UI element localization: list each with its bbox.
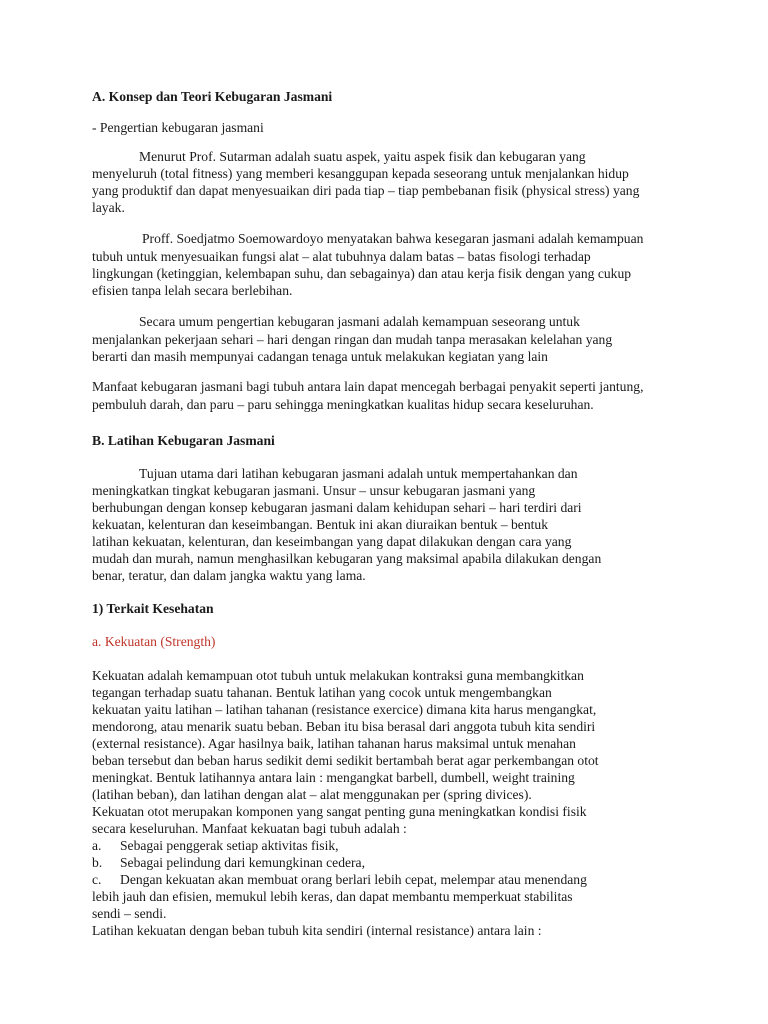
paragraph-line: meningkatkan tingkat kebugaran jasmani. Unsur – unsur kebugaran jasmani yang [92, 483, 536, 498]
paragraph-line: lingkungan (ketinggian, kelembapan suhu, dan sebagainya) dan atau kerja fisik dengan yang cukup [92, 266, 632, 281]
paragraph-line: Secara umum pengertian kebugaran jasmani adalah kemampuan seseorang untuk [139, 314, 580, 329]
paragraph-line: secara keseluruhan. Manfaat kekuatan bagi tubuh adalah : [92, 821, 407, 836]
health-heading: 1) Terkait Kesehatan [92, 601, 214, 616]
paragraph-line: Kekuatan adalah kemampuan otot tubuh untuk melakukan kontraksi guna membangkitkan [92, 668, 584, 683]
paragraph-line: mendorong, atau menarik suatu beban. Beban itu bisa berasal dari anggota tubuh kita sendiri [92, 719, 596, 734]
list-marker: a. [92, 838, 102, 853]
paragraph-line: mudah dan murah, namun menghasilkan kebugaran yang maksimal apabila dilakukan dengan [92, 551, 602, 566]
paragraph-line: pembuluh darah, dan paru – paru sehingga meningkatkan kualitas hidup secara keseluruhan. [92, 397, 594, 412]
paragraph-line: layak. [92, 200, 125, 215]
paragraph-line: yang produktif dan dapat menyesuaikan diri pada tiap – tiap pembebanan fisik (physical stress) yang [92, 183, 640, 198]
paragraph-line: berarti dan masih mempunyai cadangan tenaga untuk melakukan kegiatan yang lain [92, 349, 548, 364]
strength-heading: a. Kekuatan (Strength) [92, 634, 216, 649]
paragraph-line: beban tersebut dan beban harus sedikit demi sedikit bertambah berat agar perkembangan otot [92, 753, 599, 768]
paragraph-line: sendi – sendi. [92, 906, 167, 921]
paragraph-line: meningkat. Bentuk latihannya antara lain : mengangkat barbell, dumbell, weight training [92, 770, 575, 785]
paragraph-line: lebih jauh dan efisien, memukul lebih keras, dan dapat membantu memperkuat stabilitas [92, 889, 573, 904]
paragraph-line: kekuatan, kelenturan dan keseimbangan. Bentuk ini akan diuraikan bentuk – bentuk [92, 517, 549, 532]
section-b-heading: B. Latihan Kebugaran Jasmani [92, 433, 275, 448]
paragraph-line: efisien tanpa lelah secara berlebihan. [92, 283, 293, 298]
paragraph-line: menyeluruh (total fitness) yang memberi kesanggupan kepada seseorang untuk menjalankan hidup [92, 166, 629, 181]
paragraph-line: menjalankan pekerjaan sehari – hari dengan ringan dan mudah tanpa merasakan kelelahan yang [92, 332, 613, 347]
paragraph-line: Latihan kekuatan dengan beban tubuh kita sendiri (internal resistance) antara lain : [92, 923, 542, 938]
paragraph-line: tubuh untuk menyesuaikan fungsi alat – alat tubuhnya dalam batas – batas fisologi terhadap [92, 249, 591, 264]
paragraph-line: kekuatan yaitu latihan – latihan tahanan (resistance exercice) dimana kita harus mengangkat, [92, 702, 597, 717]
paragraph-line: benar, teratur, dan dalam jangka waktu yang lama. [92, 568, 366, 583]
paragraph-line: Kekuatan otot merupakan komponen yang sangat penting guna meningkatkan kondisi fisik [92, 804, 587, 819]
paragraph-line: Manfaat kebugaran jasmani bagi tubuh antara lain dapat mencegah berbagai penyakit seperti jantung, [92, 379, 644, 394]
list-item: Sebagai pelindung dari kemungkinan cedera, [120, 855, 365, 870]
list-item: Sebagai penggerak setiap aktivitas fisik, [120, 838, 339, 853]
section-a-heading: A. Konsep dan Teori Kebugaran Jasmani [92, 89, 333, 104]
paragraph-line: Menurut Prof. Sutarman adalah suatu aspek, yaitu aspek fisik dan kebugaran yang [139, 149, 586, 164]
paragraph-line: Tujuan utama dari latihan kebugaran jasmani adalah untuk mempertahankan dan [139, 466, 578, 481]
paragraph-line: berhubungan dengan konsep kebugaran jasmani dalam kehidupan sehari – hari terdiri dari [92, 500, 582, 515]
paragraph-line: Proff. Soedjatmo Soemowardoyo menyatakan bahwa kesegaran jasmani adalah kemampuan [142, 231, 644, 246]
paragraph-line: (external resistance). Agar hasilnya baik, latihan tahanan harus maksimal untuk menahan [92, 736, 576, 751]
list-item: Dengan kekuatan akan membuat orang berlari lebih cepat, melempar atau menendang [120, 872, 587, 887]
paragraph-line: tegangan terhadap suatu tahanan. Bentuk latihan yang cocok untuk mengembangkan [92, 685, 552, 700]
list-marker: c. [92, 872, 102, 887]
list-marker: b. [92, 855, 103, 870]
section-a-subtitle: - Pengertian kebugaran jasmani [92, 120, 264, 135]
paragraph-line: latihan kekuatan, kelenturan, dan keseimbangan yang dapat dilakukan dengan cara yang [92, 534, 572, 549]
paragraph-line: (latihan beban), dan latihan dengan alat – alat menggunakan per (spring divices). [92, 787, 532, 802]
